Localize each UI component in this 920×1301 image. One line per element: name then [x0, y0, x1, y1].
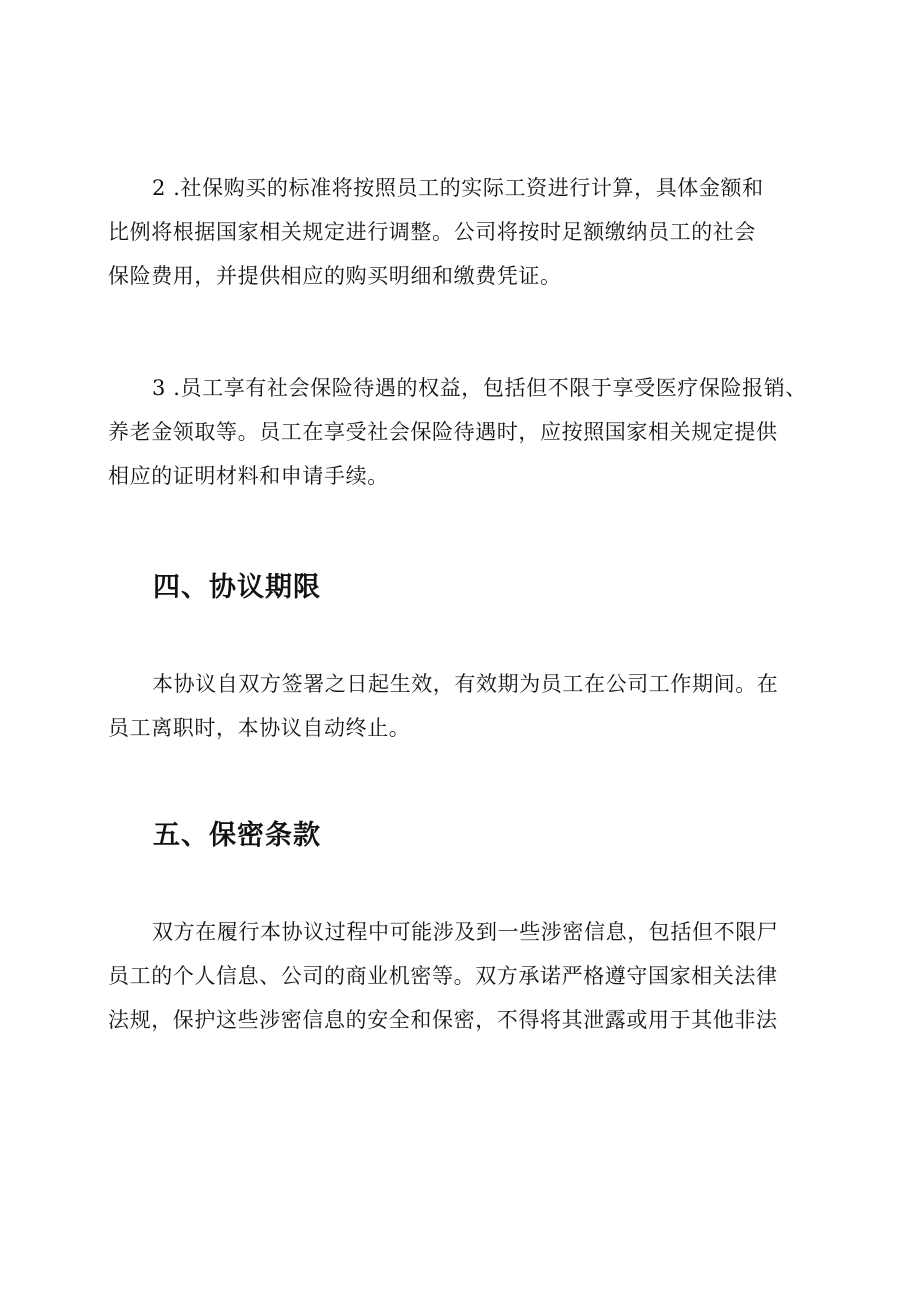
paragraph-line: 法规，保护这些涉密信息的安全和保密，不得将其泄露或用于其他非法 [108, 1008, 778, 1032]
paragraph-line: 3 .员工享有社会保险待遇的权益，包括但不限于享受医疗保险报销、 [152, 376, 807, 400]
paragraph-line: 相应的证明材料和申请手续。 [108, 464, 389, 488]
paragraph-line: 养老金领取等。员工在享受社会保险待遇时，应按照国家相关规定提供 [108, 420, 778, 444]
section-heading-agreement-term: 四、协议期限 [153, 572, 321, 603]
section-heading-confidentiality: 五、保密条款 [153, 820, 321, 851]
paragraph-line: 本协议自双方签署之日起生效，有效期为员工在公司工作期间。在 [152, 672, 779, 696]
paragraph-line: 2 .社保购买的标准将按照员工的实际工资进行计算，具体金额和 [152, 176, 764, 200]
paragraph-line: 员工的个人信息、公司的商业机密等。双方承诺严格遵守国家相关法律 [108, 964, 778, 988]
paragraph-social-insurance-standard [108, 166, 828, 298]
paragraph-confidentiality [108, 910, 828, 1042]
paragraph-line: 比例将根据国家相关规定进行调整。公司将按时足额缴纳员工的社会 [108, 220, 756, 244]
paragraph-line: 双方在履行本协议过程中可能涉及到一些涉密信息，包括但不限尸 [152, 920, 779, 944]
paragraph-social-insurance-benefits [108, 366, 828, 498]
paragraph-line: 员工离职时，本协议自动终止。 [108, 716, 411, 740]
paragraph-agreement-term [108, 662, 828, 750]
paragraph-line: 保险费用，并提供相应的购买明细和缴费凭证。 [108, 264, 562, 288]
